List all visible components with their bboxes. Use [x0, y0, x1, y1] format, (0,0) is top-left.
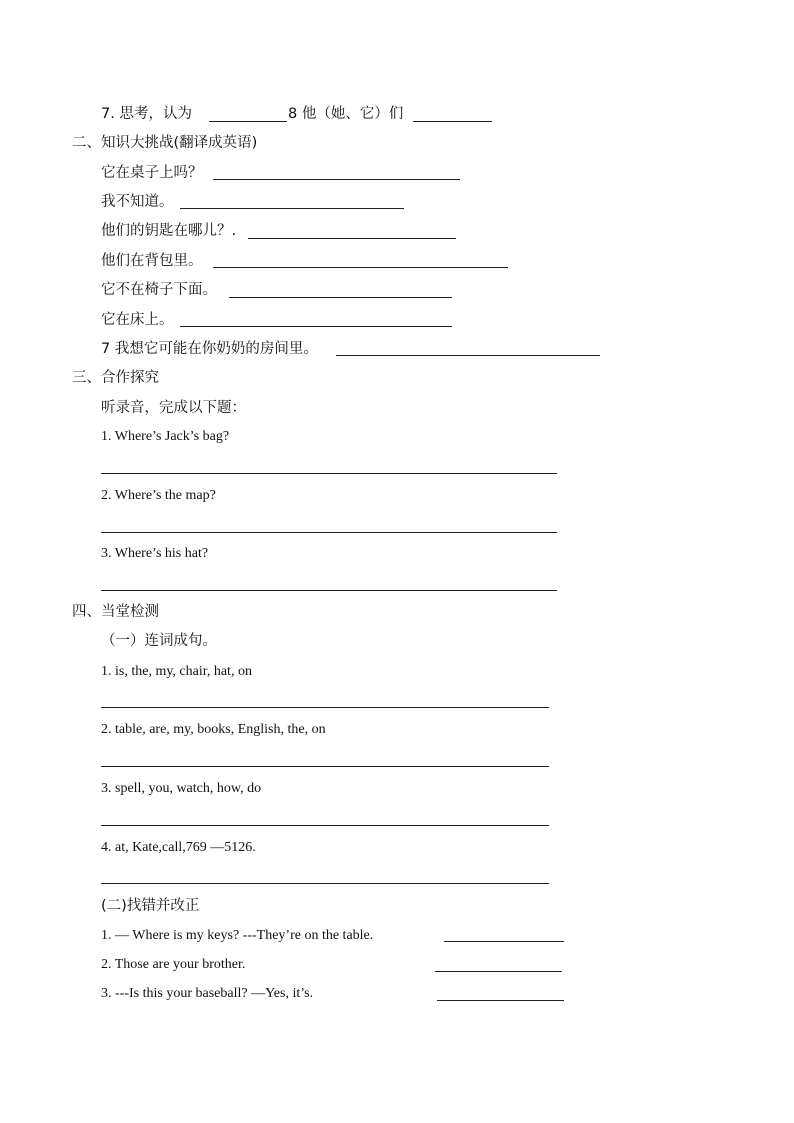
- word-order-item-3: 3. spell, you, watch, how, do: [101, 781, 262, 796]
- translate-item-2: 我不知道。: [101, 194, 174, 210]
- vocab-item-8: 8 他（她、它）们: [288, 106, 404, 122]
- vocab-item-8-blank[interactable]: [413, 121, 492, 122]
- translate-item-5-blank[interactable]: [229, 297, 452, 298]
- listening-answer-1-line[interactable]: [101, 473, 557, 474]
- listening-question-3: 3. Where’s his hat?: [101, 546, 209, 561]
- translate-item-6: 它在床上。: [101, 312, 174, 328]
- translate-item-4: 他们在背包里。: [101, 253, 203, 269]
- word-order-answer-2-line[interactable]: [101, 766, 549, 767]
- word-order-answer-1-line[interactable]: [101, 707, 549, 708]
- listening-question-1: 1. Where’s Jack’s bag?: [101, 429, 230, 444]
- translate-item-3: 他们的钥匙在哪儿？.: [101, 223, 237, 239]
- listening-answer-3-line[interactable]: [101, 590, 557, 591]
- part-2-heading: (二)找错并改正: [101, 898, 200, 914]
- listening-question-2: 2. Where’s the map?: [101, 488, 216, 503]
- translate-item-4-blank[interactable]: [213, 267, 508, 268]
- translate-item-6-blank[interactable]: [180, 326, 452, 327]
- word-order-item-4: 4. at, Kate,call,769 —5126.: [101, 840, 256, 855]
- error-item-2: 2. Those are your brother.: [101, 957, 246, 972]
- translate-item-1: 它在桌子上吗？: [101, 165, 203, 181]
- translate-item-1-blank[interactable]: [213, 179, 460, 180]
- error-item-2-blank[interactable]: [435, 971, 562, 972]
- section-4-heading: 四、当堂检测: [72, 604, 159, 620]
- translate-item-2-blank[interactable]: [180, 208, 404, 209]
- error-item-1-blank[interactable]: [444, 941, 564, 942]
- listening-instruction: 听录音，完成以下题：: [101, 400, 246, 416]
- part-1-heading: （一）连词成句。: [101, 633, 217, 649]
- word-order-item-2: 2. table, are, my, books, English, the, on: [101, 722, 326, 737]
- translate-item-5: 它不在椅子下面。: [101, 282, 217, 298]
- vocab-item-7: 7. 思考，认为: [101, 106, 192, 122]
- listening-answer-2-line[interactable]: [101, 532, 557, 533]
- vocab-item-7-blank[interactable]: [209, 121, 287, 122]
- error-item-1: 1. — Where is my keys? ---They’re on the table.: [101, 928, 374, 943]
- word-order-item-1: 1. is, the, my, chair, hat, on: [101, 664, 252, 679]
- section-3-heading: 三、合作探究: [72, 370, 159, 386]
- word-order-answer-4-line[interactable]: [101, 883, 549, 884]
- translate-item-3-blank[interactable]: [248, 238, 456, 239]
- error-item-3: 3. ---Is this your baseball? —Yes, it’s.: [101, 986, 314, 1001]
- word-order-answer-3-line[interactable]: [101, 825, 549, 826]
- section-2-heading: 二、知识大挑战(翻译成英语): [72, 135, 258, 151]
- error-item-3-blank[interactable]: [437, 1000, 564, 1001]
- translate-item-7: 7 我想它可能在你奶奶的房间里。: [101, 341, 318, 357]
- translate-item-7-blank[interactable]: [336, 355, 600, 356]
